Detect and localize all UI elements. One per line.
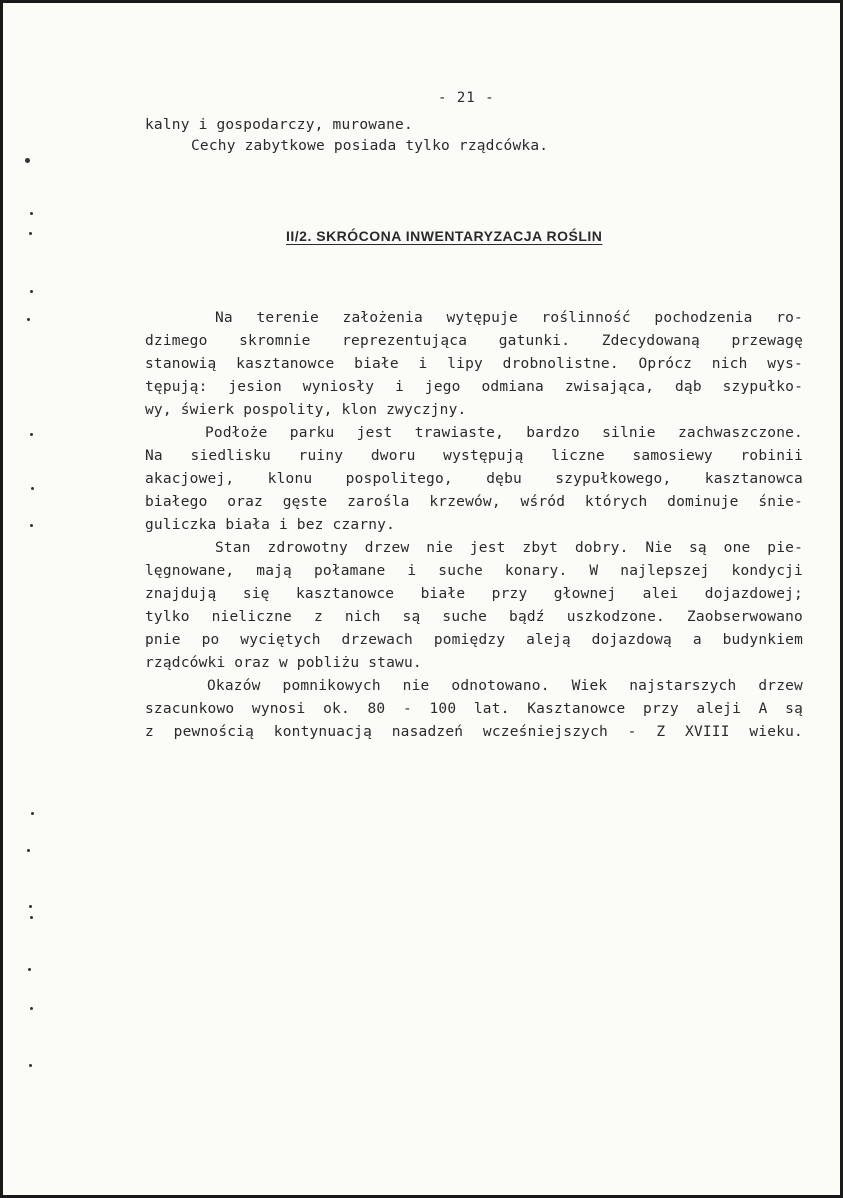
page-number: - 21 - xyxy=(438,90,495,106)
text-line: z pewnością kontynuacją nasadzeń wcześniejszych - Z XVIII wieku. xyxy=(145,724,803,740)
scan-mark xyxy=(31,487,34,490)
text-line: znajdują się kasztanowce białe przy głownej alei dojazdowej; xyxy=(145,586,803,602)
scan-mark xyxy=(30,433,33,436)
text-line: kalny i gospodarczy, murowane. xyxy=(145,117,413,133)
text-line: Na siedlisku ruiny dworu występują liczne samosiewy robinii xyxy=(145,448,803,464)
scan-mark xyxy=(30,212,33,215)
text-line: szacunkowo wynosi ok. 80 - 100 lat. Kasztanowce przy aleji A są xyxy=(145,701,803,717)
text-line: Cechy zabytkowe posiada tylko rządcówka. xyxy=(191,138,549,154)
scan-mark xyxy=(31,812,34,815)
text-line: tylko nieliczne z nich są suche bądź uszkodzone. Zaobserwowano xyxy=(145,609,803,625)
section-heading: II/2. SKRÓCONA INWENTARYZACJA ROŚLIN xyxy=(286,228,603,244)
text-line: Okazów pomnikowych nie odnotowano. Wiek najstarszych drzew xyxy=(207,678,803,694)
scan-mark xyxy=(28,968,31,971)
text-line: białego oraz gęste zarośla krzewów, wśród których dominuje śnie- xyxy=(145,494,803,510)
scan-mark xyxy=(30,290,33,293)
text-line: tępują: jesion wyniosły i jego odmiana zwisająca, dąb szypułko- xyxy=(145,379,803,395)
text-line: guliczka biała i bez czarny. xyxy=(145,517,396,533)
text-line: rządcówki oraz w pobliżu stawu. xyxy=(145,655,422,671)
text-line: stanowią kasztanowce białe i lipy drobnolistne. Oprócz nich wys- xyxy=(145,356,803,372)
scan-mark xyxy=(30,1007,33,1010)
text-line: dzimego skromnie reprezentująca gatunki. Zdecydowaną przewagę xyxy=(145,333,803,349)
scan-mark xyxy=(30,916,33,919)
text-line: lęgnowane, mają połamane i suche konary. W najlepszej kondycji xyxy=(145,563,803,579)
scan-mark xyxy=(29,232,32,235)
text-line: Na terenie założenia wytępuje roślinność pochodzenia ro- xyxy=(215,310,803,326)
scan-mark xyxy=(27,849,30,852)
text-line: Podłoże parku jest trawiaste, bardzo silnie zachwaszczone. xyxy=(205,425,803,441)
scan-mark xyxy=(27,318,30,321)
text-line: akacjowej, klonu pospolitego, dębu szypułkowego, kasztanowca xyxy=(145,471,803,487)
scan-mark xyxy=(25,158,30,163)
scan-mark xyxy=(29,905,32,908)
text-line: wy, świerk pospolity, klon zwyczjny. xyxy=(145,402,467,418)
scan-mark xyxy=(29,1064,32,1067)
text-line: Stan zdrowotny drzew nie jest zbyt dobry. Nie są one pie- xyxy=(215,540,803,556)
text-line: pnie po wyciętych drzewach pomiędzy aleją dojazdową a budynkiem xyxy=(145,632,803,648)
scan-mark xyxy=(30,524,33,527)
